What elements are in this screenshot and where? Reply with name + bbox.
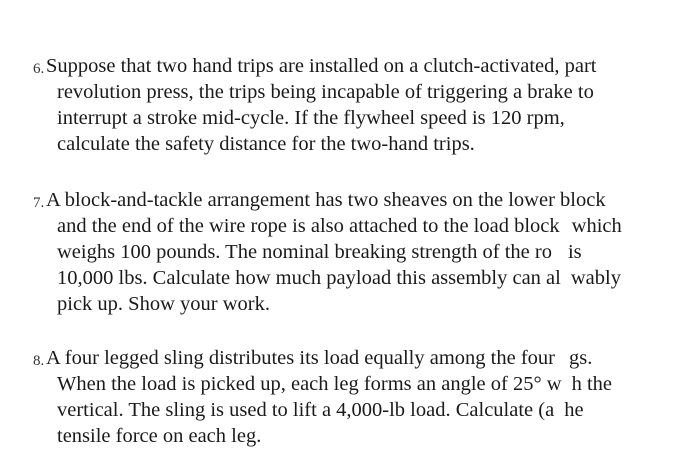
question-6 <box>33 53 683 157</box>
question-text-line: A four legged sling distributes its load equally among the four gs. <box>46 347 593 369</box>
question-text-line: weighs 100 pounds. The nominal breaking strength of the ro is <box>57 241 582 263</box>
question-number: 6. <box>33 61 45 77</box>
question-text-line: vertical. The sling is used to lift a 4,000-lb load. Calculate (a he <box>57 399 584 421</box>
question-8 <box>33 345 683 449</box>
question-text-line: A block-and-tackle arrangement has two sheaves on the lower block <box>46 189 606 211</box>
question-text-line: interrupt a stroke mid-cycle. If the flywheel speed is 120 rpm, <box>57 107 565 129</box>
question-text-line: calculate the safety distance for the two-hand trips. <box>57 133 475 155</box>
question-text-line: Suppose that two hand trips are installed on a clutch-activated, part <box>46 55 597 77</box>
question-text-line: When the load is picked up, each leg forms an angle of 25° w h the <box>57 373 613 395</box>
question-text-line: pick up. Show your work. <box>57 293 270 315</box>
question-text-line: tensile force on each leg. <box>57 425 262 447</box>
question-number: 7. <box>33 195 45 211</box>
question-text-line: revolution press, the trips being incapable of triggering a brake to <box>57 81 594 103</box>
question-text-line: and the end of the wire rope is also attached to the load block which <box>57 215 622 237</box>
question-7 <box>33 187 683 317</box>
question-text-line: 10,000 lbs. Calculate how much payload this assembly can al wably <box>57 267 621 289</box>
question-number: 8. <box>33 353 45 369</box>
